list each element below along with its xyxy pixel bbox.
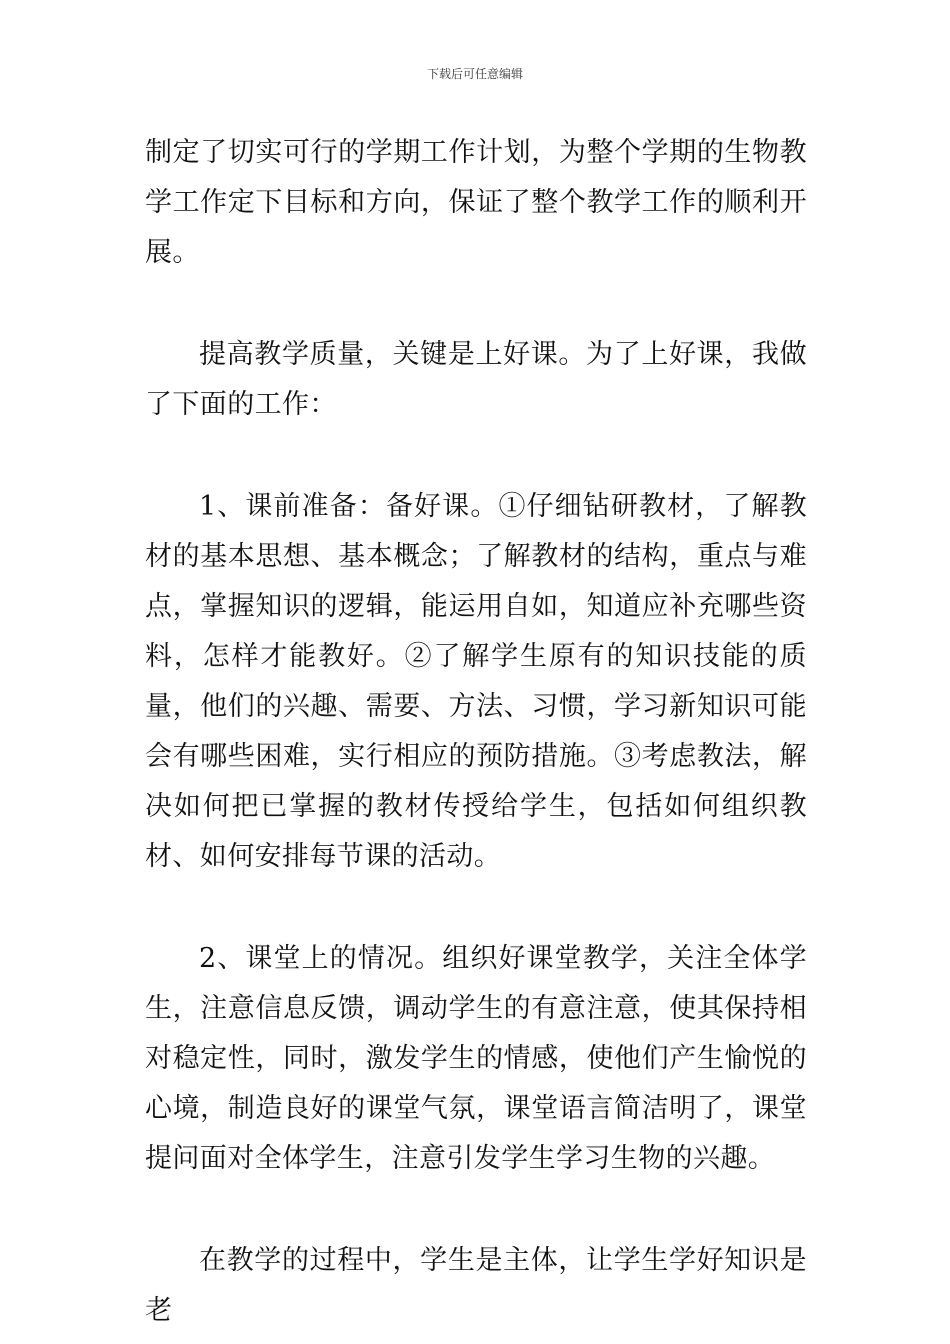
paragraph-2: 提高教学质量，关键是上好课。为了上好课，我做了下面的工作： [145, 339, 807, 420]
paragraph-4: 2、课堂上的情况。组织好课堂教学，关注全体学生，注意信息反馈，调动学生的有意注意，使其保持相对稳定性，同时，激发学生的情感，使他们产生愉悦的心境，制造良好的课堂气氛，课堂语言简洁明了，课堂提问面对全体学生，注意引发学生学习生物的兴趣。 [145, 943, 807, 1174]
paragraph-1: 制定了切实可行的学期工作计划，为整个学期的生物教学工作定下目标和方向，保证了整个教学工作的顺利开展。 [145, 137, 807, 268]
paragraph-5: 在教学的过程中，学生是主体，让学生学好知识是老 [145, 1245, 807, 1326]
document-body [145, 128, 807, 1336]
paragraph-3: 1、课前准备：备好课。①仔细钻研教材，了解教材的基本思想、基本概念；了解教材的结构，重点与难点，掌握知识的逻辑，能运用自如，知道应补充哪些资料，怎样才能教好。②了解学生原有的知识技能的质量，他们的兴趣、需要、方法、习惯，学习新知识可能会有哪些困难，实行相应的预防措施。③考虑教法，解决如何把已掌握的教材传授给学生，包括如何组织教材、如何安排每节课的活动。 [145, 491, 807, 872]
page-header: 下载后可任意编辑 [426, 67, 523, 81]
